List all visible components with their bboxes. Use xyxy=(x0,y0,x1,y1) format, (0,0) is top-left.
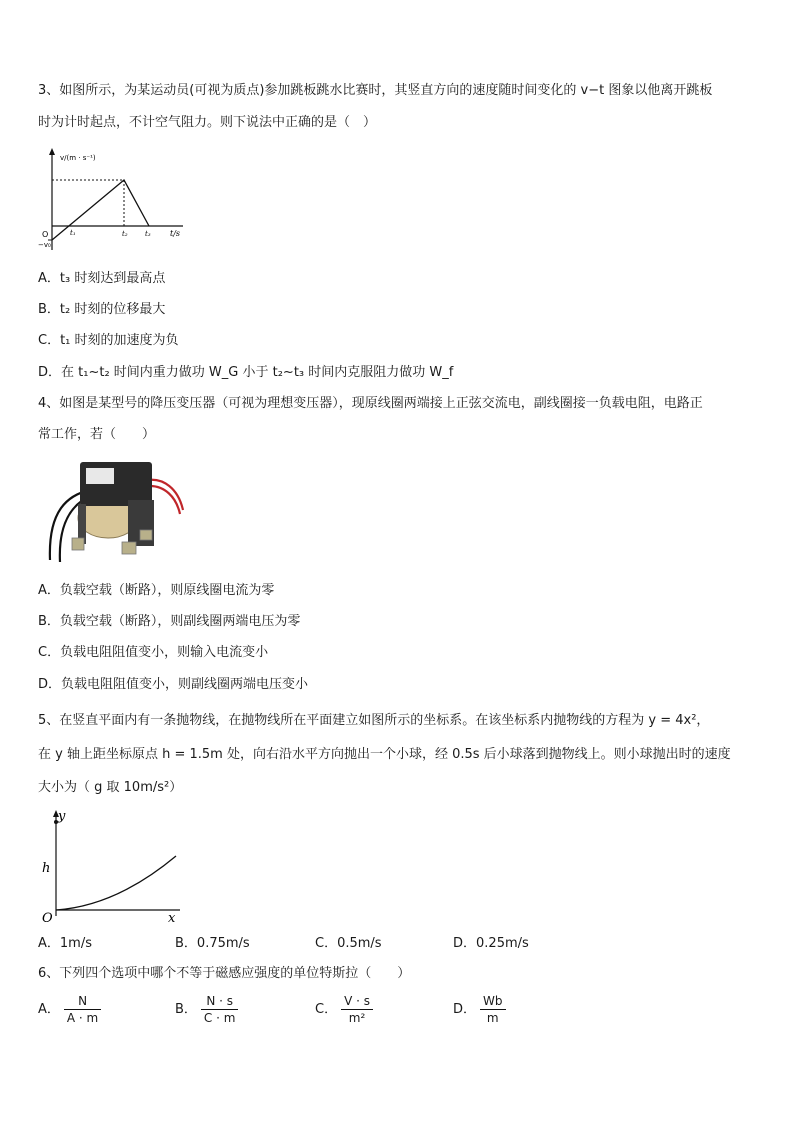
q5-parabola xyxy=(56,856,176,910)
q4-option-c[interactable] xyxy=(38,643,268,663)
q6-option-a-numerator: N xyxy=(64,993,101,1010)
q6-option-a-denominator: A · m xyxy=(66,1011,99,1025)
q5-option-a-text: 1m/s xyxy=(59,936,92,951)
q3-option-c-label: C． xyxy=(38,333,61,348)
q5-x-label: x xyxy=(168,911,176,926)
q6-option-a[interactable] xyxy=(38,993,101,1026)
q5-h-label: h xyxy=(42,861,51,876)
q6-stem: 6、下列四个选项中哪个不等于磁感应强度的单位特斯拉（ ） xyxy=(38,966,411,981)
q3-option-d[interactable] xyxy=(38,363,453,383)
q5-option-b[interactable] xyxy=(175,934,250,954)
q5-option-d[interactable] xyxy=(453,934,529,954)
q4-option-d-label: D． xyxy=(38,677,62,692)
q6-option-a-label: A． xyxy=(38,1002,60,1017)
q6-option-c-label: C． xyxy=(315,1002,338,1017)
q3-t2: t₂ xyxy=(122,230,128,238)
q3-option-c-text: t₁ 时刻的加速度为负 xyxy=(60,333,179,348)
q3-vt-line xyxy=(52,180,149,240)
q5-option-c[interactable] xyxy=(315,934,382,954)
q5-origin: O xyxy=(42,911,53,926)
q6-option-d-denominator: m xyxy=(486,1011,499,1025)
q5-option-b-label: B． xyxy=(175,936,197,951)
q6-option-d-numerator: Wb xyxy=(480,993,505,1010)
q4-option-c-text: 负载电阻阻值变小，则输入电流变小 xyxy=(60,645,269,660)
q6-option-b-fraction xyxy=(201,993,239,1026)
q5-option-a[interactable] xyxy=(38,934,92,954)
q6-option-b-denominator: C · m xyxy=(203,1011,236,1025)
q3-t1: t₁ xyxy=(70,229,76,237)
q6-option-d-fraction xyxy=(480,993,505,1026)
q5-stem-line2: 在 y 轴上距坐标原点 h = 1.5m 处，向右沿水平方向抛出一个小球，经 0.5s 后小球落到抛物线上。则小球抛出时的速度 xyxy=(38,747,731,762)
q5-parabola-graph xyxy=(36,806,186,926)
q5-y-label: y xyxy=(58,809,66,824)
q3-option-d-label: D． xyxy=(38,365,62,380)
bracket-back xyxy=(140,530,152,540)
q3-vt-graph xyxy=(38,146,188,254)
q4-option-c-label: C． xyxy=(38,645,61,660)
q3-option-a[interactable] xyxy=(38,269,165,289)
q5-stem-line3: 大小为（ g 取 10m/s²） xyxy=(38,780,183,795)
q3-option-a-text: t₃ 时刻达到最高点 xyxy=(59,271,166,286)
label-sticker xyxy=(86,468,114,484)
q4-stem-line2: 常工作，若（ ） xyxy=(38,427,156,442)
red-wire-2 xyxy=(150,486,180,514)
q6-option-c[interactable] xyxy=(315,993,373,1026)
q6-option-c-denominator: m² xyxy=(348,1011,366,1025)
q5-stem-line1: 5、在竖直平面内有一条抛物线，在抛物线所在平面建立如图所示的坐标系。在该坐标系内抛物线的方程为 y = 4x²， xyxy=(38,713,710,728)
q4-option-d-text: 负载电阻阻值变小，则副线圈两端电压变小 xyxy=(61,677,309,692)
q4-option-d[interactable] xyxy=(38,675,308,695)
q3-option-d-text: 在 t₁~t₂ 时间内重力做功 W_G 小于 t₂~t₃ 时间内克服阻力做功 W_f xyxy=(61,365,454,380)
q3-neg-v0: −v₀ xyxy=(38,241,51,249)
q6-option-c-numerator: V · s xyxy=(341,993,373,1010)
q3-option-c[interactable] xyxy=(38,331,179,351)
q4-option-b[interactable] xyxy=(38,612,300,632)
q4-stem-line1: 4、如图是某型号的降压变压器（可视为理想变压器），现原线圈两端接上正弦交流电，副线圈接一负载电阻，电路正 xyxy=(38,396,703,411)
q6-option-a-fraction xyxy=(64,993,101,1026)
bracket-left xyxy=(72,538,84,550)
q3-option-b-text: t₂ 时刻的位移最大 xyxy=(59,302,166,317)
q3-option-a-label: A． xyxy=(38,271,60,286)
q6-option-b-label: B． xyxy=(175,1002,197,1017)
q3-stem-line2: 时为计时起点，不计空气阻力。则下说法中正确的是（ ） xyxy=(38,115,377,130)
q6-option-b[interactable] xyxy=(175,993,238,1026)
q5-option-d-text: 0.25m/s xyxy=(476,936,529,951)
q3-option-b[interactable] xyxy=(38,300,165,320)
q5-option-b-text: 0.75m/s xyxy=(196,936,250,951)
q4-option-b-label: B． xyxy=(38,614,60,629)
q5-option-c-text: 0.5m/s xyxy=(337,936,382,951)
q6-option-d[interactable] xyxy=(453,993,506,1026)
q3-v-axis-arrow xyxy=(49,148,55,155)
q5-option-d-label: D． xyxy=(453,936,477,951)
q3-stem-line1: 3、如图所示，为某运动员(可视为质点)参加跳板跳水比赛时，其竖直方向的速度随时间变化的 v−t 图象以他离开跳板 xyxy=(38,83,713,98)
q4-option-a[interactable] xyxy=(38,581,274,601)
transformer-photo xyxy=(38,450,188,568)
q3-option-b-label: B． xyxy=(38,302,60,317)
q3-origin: O xyxy=(42,230,49,239)
q6-option-d-label: D． xyxy=(453,1002,477,1017)
q4-option-a-label: A． xyxy=(38,583,60,598)
q6-option-b-numerator: N · s xyxy=(201,993,239,1010)
q4-option-a-text: 负载空载（断路），则原线圈电流为零 xyxy=(59,583,275,598)
q3-xlabel: t/s xyxy=(170,229,181,238)
q5-option-a-label: A． xyxy=(38,936,60,951)
q3-ylabel: v/(m · s⁻¹) xyxy=(60,154,96,162)
q5-option-c-label: C． xyxy=(315,936,338,951)
q3-t3: t₃ xyxy=(145,230,151,238)
q4-option-b-text: 负载空载（断路），则副线圈两端电压为零 xyxy=(59,614,301,629)
bracket-right xyxy=(122,542,136,554)
q6-option-c-fraction xyxy=(341,993,373,1026)
